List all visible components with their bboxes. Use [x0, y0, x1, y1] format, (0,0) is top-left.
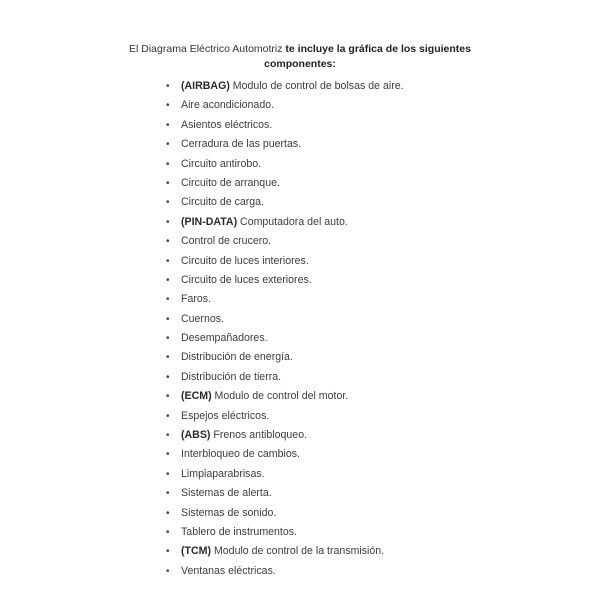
- list-item: [163, 348, 404, 367]
- component-text: Circuito antirobo.: [181, 157, 262, 170]
- component-text: Control de crucero.: [181, 235, 272, 248]
- component-text: Circuito de luces interiores.: [181, 254, 309, 267]
- intro-bold-line-2: componentes:: [264, 58, 336, 70]
- component-text: Sistemas de sonido.: [181, 506, 277, 519]
- component-text: Tablero de instrumentos.: [181, 525, 298, 538]
- component-text: Circuito de arranque.: [181, 176, 280, 189]
- bullet-icon: •: [166, 371, 170, 383]
- list-item: [163, 271, 404, 290]
- list-item: [163, 562, 404, 581]
- bullet-icon: •: [166, 139, 170, 151]
- component-text: Circuito de luces exteriores.: [181, 273, 312, 286]
- bullet-icon: •: [166, 430, 170, 442]
- bullet-icon: •: [166, 255, 170, 267]
- bullet-icon: •: [166, 565, 170, 577]
- bullet-icon: •: [166, 197, 170, 209]
- bullet-icon: •: [166, 119, 170, 131]
- list-item: [163, 484, 404, 503]
- list-item: [163, 232, 404, 251]
- bullet-icon: •: [166, 158, 170, 170]
- component-text: Espejos eléctricos.: [181, 409, 270, 422]
- bullet-icon: •: [166, 449, 170, 461]
- component-code: (AIRBAG): [181, 80, 230, 92]
- component-code: (TCM): [181, 545, 212, 558]
- bullet-icon: •: [166, 216, 170, 228]
- list-item: [163, 465, 404, 484]
- list-item: [163, 213, 404, 232]
- list-item: [163, 290, 404, 309]
- component-text: Interbloqueo de cambios.: [181, 448, 300, 461]
- intro-normal-text: El Diagrama Eléctrico Automotriz: [129, 43, 286, 55]
- component-text: Distribución de energía.: [181, 351, 293, 364]
- list-item: [163, 542, 404, 561]
- bullet-icon: •: [166, 236, 170, 248]
- component-code: (ABS): [181, 429, 211, 442]
- component-text: Ventanas eléctricas.: [181, 564, 276, 577]
- bullet-icon: •: [166, 294, 170, 306]
- bullet-icon: •: [166, 488, 170, 500]
- list-item: [163, 523, 404, 542]
- component-list: [163, 77, 404, 581]
- bullet-icon: •: [166, 410, 170, 422]
- list-item: [163, 426, 404, 445]
- list-item: [163, 387, 404, 406]
- list-item: [163, 504, 404, 523]
- component-text: Modulo de control del motor.: [211, 390, 349, 403]
- component-text: Distribución de tierra.: [181, 370, 282, 383]
- bullet-icon: •: [166, 100, 170, 112]
- bullet-icon: •: [166, 177, 170, 189]
- component-text: Limpiaparabrisas.: [181, 467, 265, 480]
- component-text: Faros.: [181, 293, 212, 306]
- bullet-icon: •: [166, 468, 170, 480]
- list-item: [163, 310, 404, 329]
- list-item: [163, 77, 404, 96]
- list-item: [163, 116, 404, 135]
- component-text: Frenos antibloqueo.: [210, 429, 308, 442]
- component-code: (ECM): [181, 390, 212, 403]
- list-item: [163, 155, 404, 174]
- intro-bold-line-1: te incluye la gráfica de los siguientes: [285, 43, 471, 55]
- component-code: (PIN-DATA): [181, 215, 238, 228]
- component-text: Cuernos.: [181, 312, 224, 325]
- component-text: Asientos eléctricos.: [181, 118, 273, 131]
- intro-paragraph: [100, 42, 500, 72]
- list-item: [163, 252, 404, 271]
- bullet-icon: •: [166, 507, 170, 519]
- list-item: [163, 368, 404, 387]
- component-text: Computadora del auto.: [237, 215, 348, 228]
- list-item: [163, 96, 404, 115]
- bullet-icon: •: [166, 526, 170, 538]
- component-text: Cerradura de las puertas.: [181, 138, 302, 151]
- list-item: [163, 329, 404, 348]
- bullet-icon: •: [166, 391, 170, 403]
- bullet-icon: •: [166, 313, 170, 325]
- bullet-icon: •: [166, 546, 170, 558]
- bullet-icon: •: [166, 81, 170, 92]
- list-item: [163, 407, 404, 426]
- list-item: [163, 174, 404, 193]
- component-text: Aire acondicionado.: [181, 99, 275, 112]
- list-item: [163, 135, 404, 154]
- component-text: Desempañadores.: [181, 332, 268, 345]
- component-text: Modulo de control de bolsas de aire.: [229, 80, 404, 92]
- list-item: [163, 193, 404, 212]
- bullet-icon: •: [166, 333, 170, 345]
- component-text: Sistemas de alerta.: [181, 487, 272, 500]
- component-text: Modulo de control de la transmisión.: [211, 545, 385, 558]
- list-item: [163, 445, 404, 464]
- bullet-icon: •: [166, 274, 170, 286]
- bullet-icon: •: [166, 352, 170, 364]
- component-text: Circuito de carga.: [181, 196, 265, 209]
